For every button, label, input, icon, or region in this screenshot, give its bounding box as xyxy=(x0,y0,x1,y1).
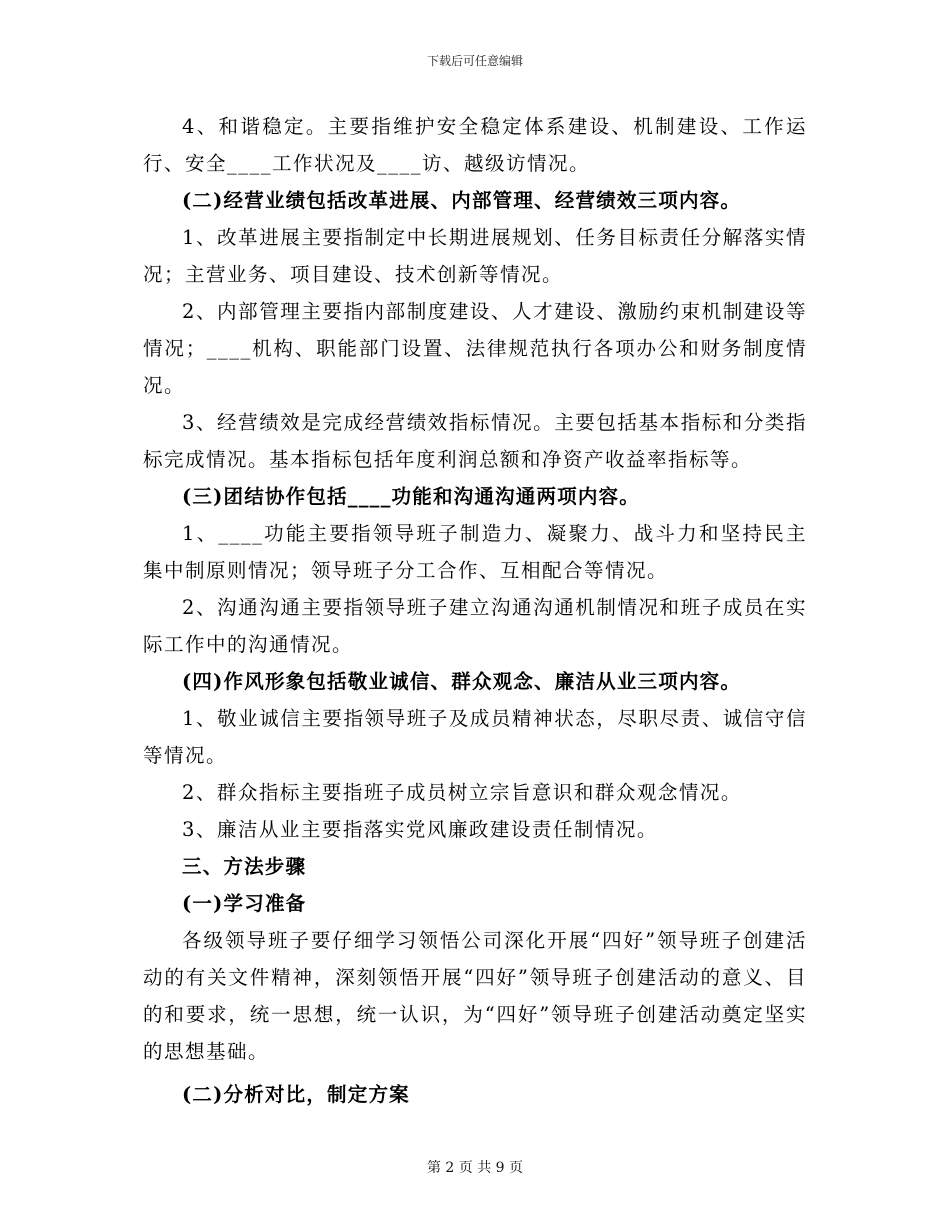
paragraph-communication: 2、沟通沟通主要指领导班子建立沟通沟通机制情况和班子成员在实际工作中的沟通情况。 xyxy=(143,596,807,656)
heading-teamwork: (三)团结协作包括____功能和沟通沟通两项内容。 xyxy=(182,485,640,508)
document-body xyxy=(143,108,807,1113)
page-header: 下载后可任意编辑 xyxy=(426,54,523,68)
paragraph-clean-practice: 3、廉洁从业主要指落实党风廉政建设责任制情况。 xyxy=(182,818,658,841)
paragraph-mass-indicator: 2、群众指标主要指班子成员树立宗旨意识和群众观念情况。 xyxy=(182,781,742,804)
heading-analysis-plan: (二)分析对比，制定方案 xyxy=(182,1083,410,1106)
paragraph-reform-progress: 1、改革进展主要指制定中长期进展规划、任务目标责任分解落实情况；主营业务、项目建设、技术创新等情况。 xyxy=(143,226,807,286)
page-number: 第 2 页 共 9 页 xyxy=(426,1160,524,1176)
paragraph-function: 1、____功能主要指领导班子制造力、凝聚力、战斗力和坚持民主集中制原则情况；领导班子分工合作、互相配合等情况。 xyxy=(143,522,807,582)
paragraph-internal-management: 2、内部管理主要指内部制度建设、人才建设、激励约束机制建设等情况；____机构、职能部门设置、法律规范执行各项办公和财务制度情况。 xyxy=(143,300,807,397)
paragraph-operating-performance: 3、经营绩效是完成经营绩效指标情况。主要包括基本指标和分类指标完成情况。基本指标包括年度利润总额和净资产收益率指标等。 xyxy=(143,411,807,471)
paragraph-dedication-integrity: 1、敬业诚信主要指领导班子及成员精神状态，尽职尽责、诚信守信等情况。 xyxy=(143,707,807,767)
heading-business-performance: (二)经营业绩包括改革进展、内部管理、经营绩效三项内容。 xyxy=(182,189,742,212)
heading-work-style: (四)作风形象包括敬业诚信、群众观念、廉洁从业三项内容。 xyxy=(182,670,742,693)
paragraph-harmony-stability: 4、和谐稳定。主要指维护安全稳定体系建设、机制建设、工作运行、安全____工作状况及____访、越级访情况。 xyxy=(143,115,807,175)
heading-study-preparation: (一)学习准备 xyxy=(182,892,307,915)
paragraph-study-preparation: 各级领导班子要仔细学习领悟公司深化开展“四好”领导班子创建活动的有关文件精神，深刻领悟开展“四好”领导班子创建活动的意义、目的和要求，统一思想，统一认识，为“四好”领导班子创建活动奠定坚实的思想基础。 xyxy=(143,929,807,1063)
heading-method-steps: 三、方法步骤 xyxy=(182,855,307,878)
